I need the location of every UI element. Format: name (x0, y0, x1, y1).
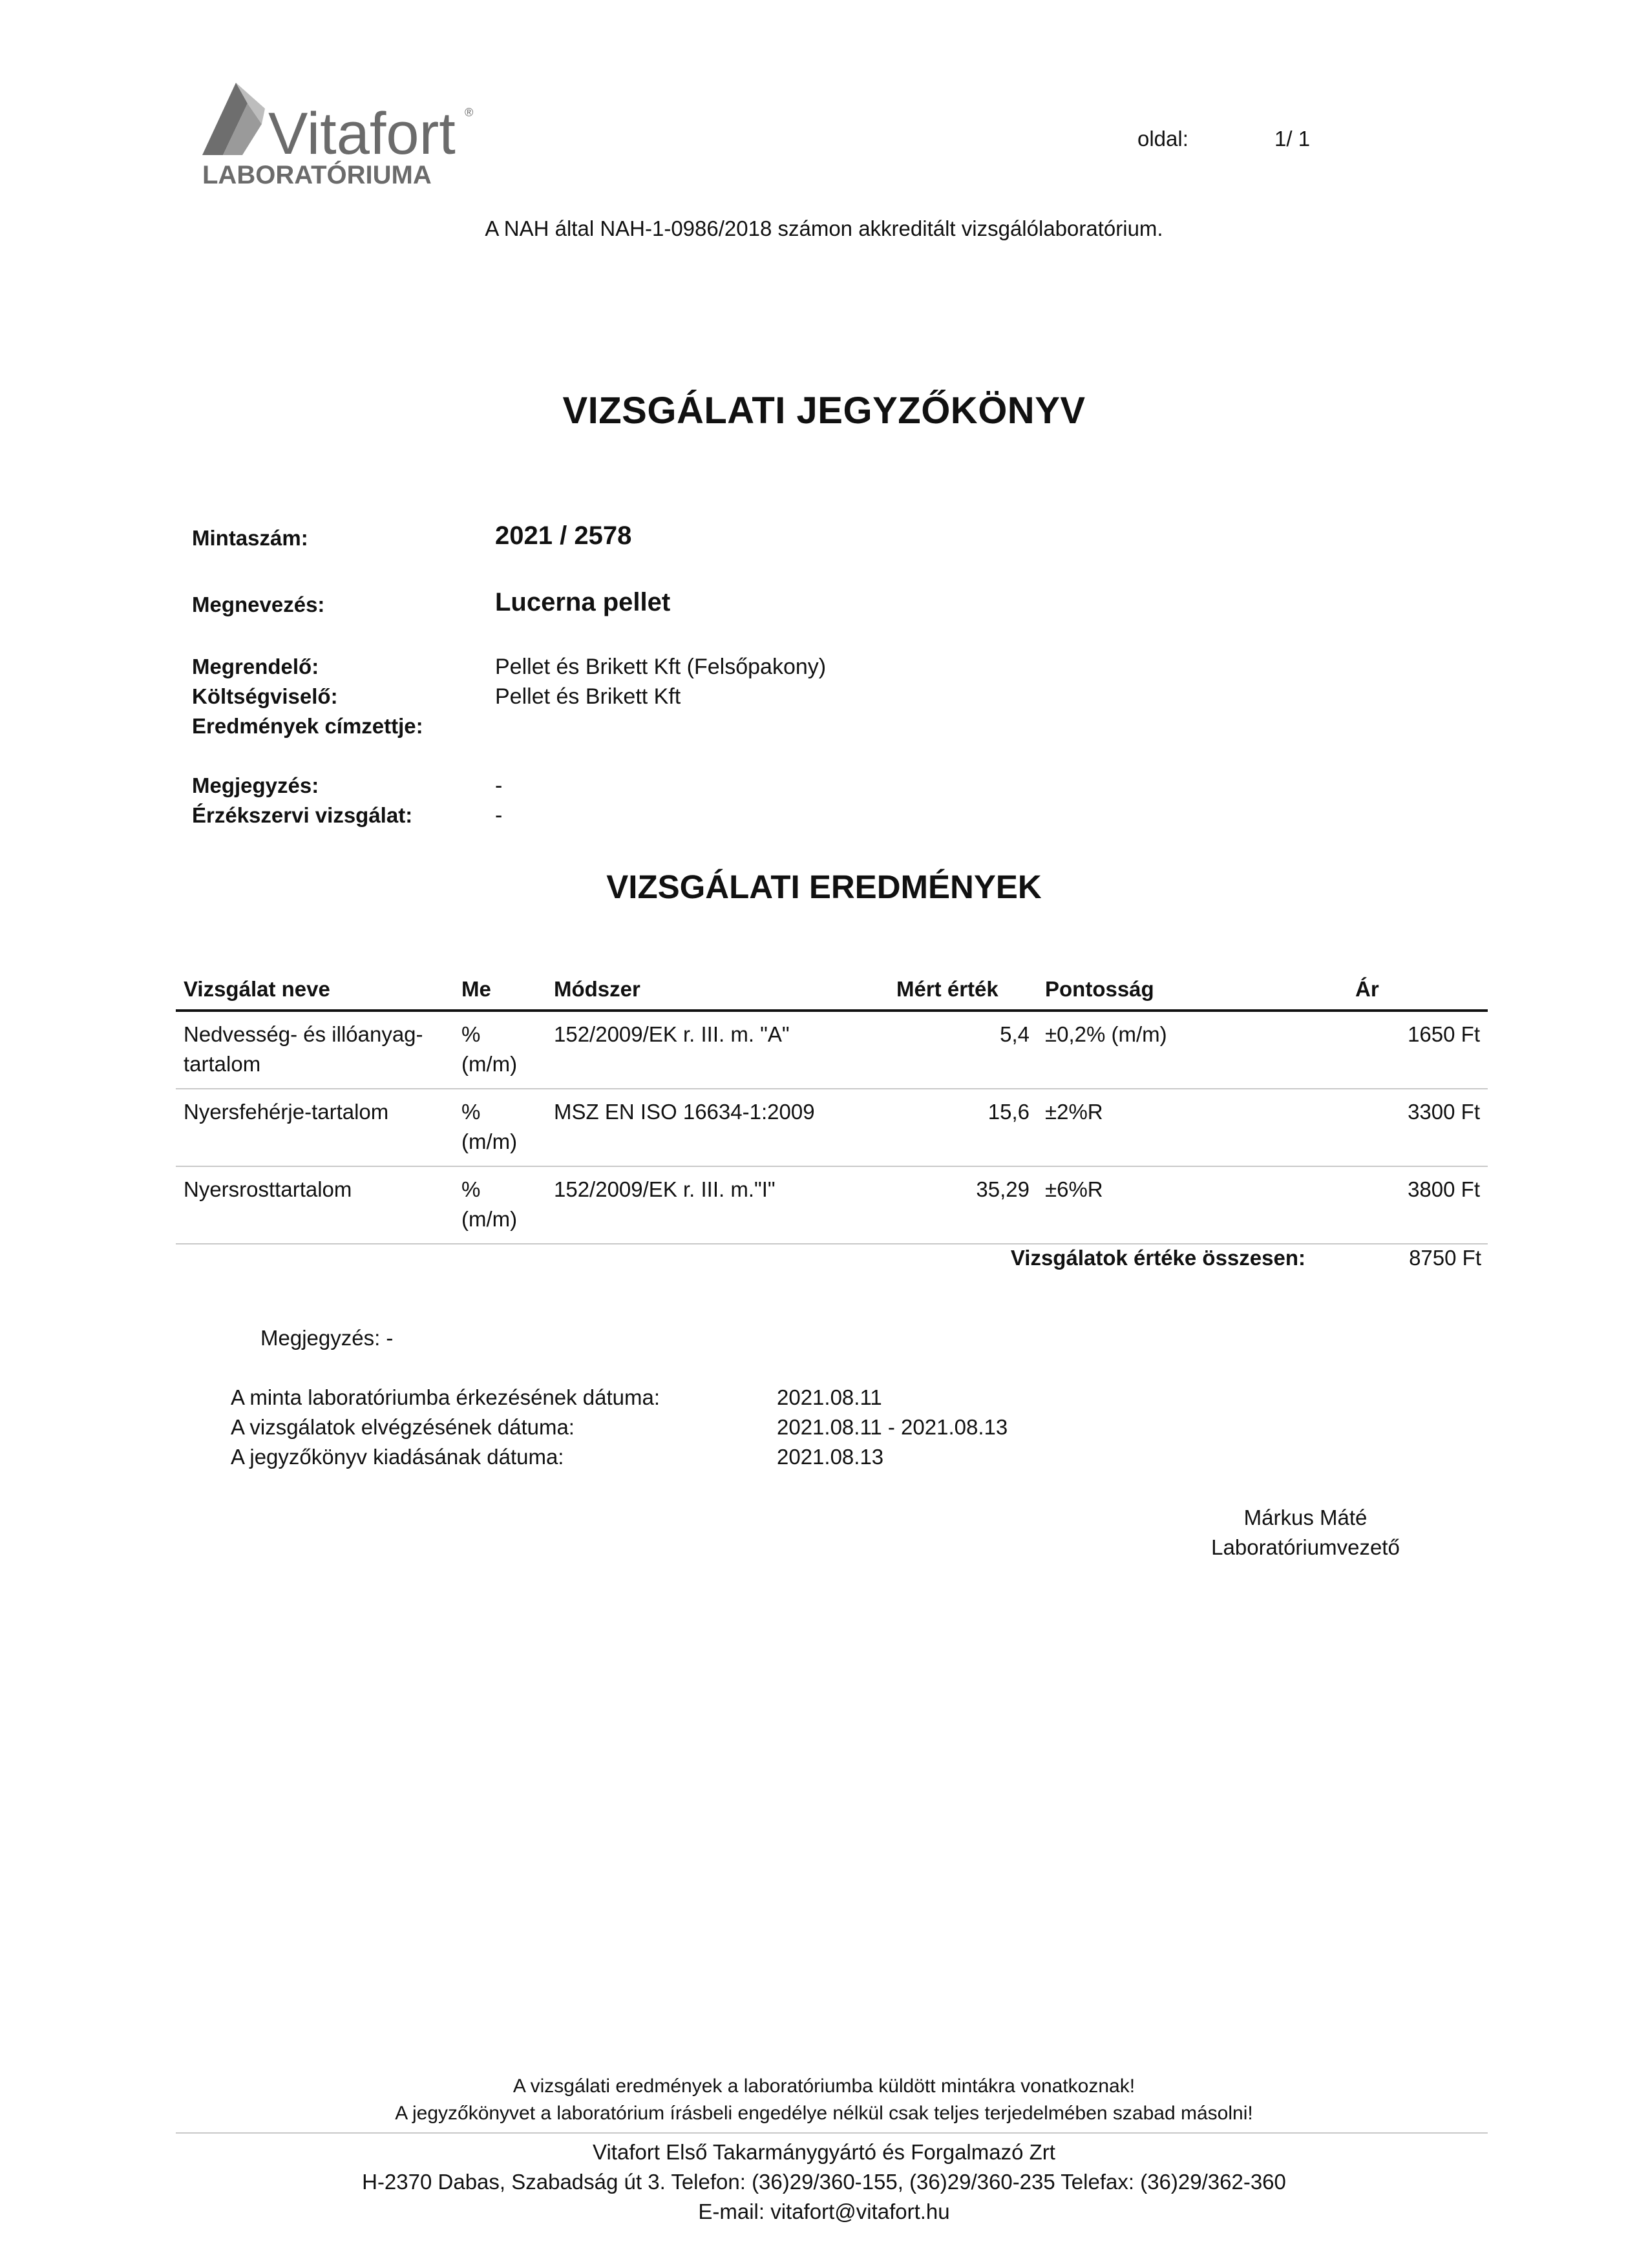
logo-registered: ® (465, 106, 474, 119)
results-title: VIZSGÁLATI EREDMÉNYEK (606, 868, 1042, 905)
cell-precision: ±6%R (1037, 1166, 1347, 1244)
page-label: oldal: (1137, 127, 1188, 151)
logo-name: Vitafort (268, 101, 456, 167)
cell-method: 152/2009/EK r. III. m."I" (546, 1166, 889, 1244)
table-row (176, 1089, 1488, 1166)
cell-precision: ±2%R (1037, 1089, 1347, 1166)
name-label: Megnevezés: (192, 593, 325, 616)
issue-date-label: A jegyzőkönyv kiadásának dátuma: (231, 1445, 564, 1469)
tests-date-label: A vizsgálatok elvégzésének dátuma: (231, 1415, 575, 1439)
col-header-price: Ár (1347, 969, 1488, 1011)
cell-price: 1650 Ft (1347, 1011, 1488, 1089)
client-value: Pellet és Brikett Kft (Felsőpakony) (495, 655, 827, 679)
cell-unit: % (m/m) (454, 1089, 546, 1166)
results-remark: Megjegyzés: - (260, 1326, 394, 1350)
total-label: Vizsgálatok értéke összesen: (1010, 1246, 1305, 1270)
footer-email: E-mail: vitafort@vitafort.hu (698, 2200, 950, 2223)
issue-date: 2021.08.13 (777, 1445, 884, 1469)
cell-price: 3800 Ft (1347, 1166, 1488, 1244)
footer-company: Vitafort Első Takarmánygyártó és Forgalmazó Zrt (593, 2140, 1055, 2164)
table-row (176, 1011, 1488, 1089)
accreditation-note: A NAH által NAH-1-0986/2018 számon akkreditált vizsgálólaboratórium. (485, 216, 1163, 240)
remark-label: Megjegyzés: (192, 773, 319, 797)
cell-method: 152/2009/EK r. III. m. "A" (546, 1011, 889, 1089)
client-label: Megrendelő: (192, 655, 319, 678)
sensory-label: Érzékszervi vizsgálat: (192, 803, 413, 827)
vitafort-logo-icon (197, 78, 481, 191)
cell-value: 5,4 (889, 1011, 1037, 1089)
cell-precision: ±0,2% (m/m) (1037, 1011, 1347, 1089)
cell-value: 35,29 (889, 1166, 1037, 1244)
document-title: VIZSGÁLATI JEGYZŐKÖNYV (562, 390, 1086, 432)
tests-date: 2021.08.11 - 2021.08.13 (777, 1415, 1008, 1439)
col-header-method: Módszer (546, 969, 889, 1011)
remark-value: - (495, 773, 503, 798)
col-header-value: Mért érték (889, 969, 1037, 1011)
cell-name: Nedvesség- és illóanyag- tartalom (176, 1011, 454, 1089)
cell-unit: % (m/m) (454, 1011, 546, 1089)
page-number: 1/ 1 (1274, 127, 1311, 151)
cell-method: MSZ EN ISO 16634-1:2009 (546, 1089, 889, 1166)
signatory-name: Márkus Máté (1243, 1506, 1368, 1529)
vitafort-logo (197, 78, 481, 191)
signatory-role: Laboratóriumvezető (1211, 1535, 1400, 1559)
arrival-date-label: A minta laboratóriumba érkezésének dátuma: (231, 1385, 660, 1409)
col-header-precision: Pontosság (1037, 969, 1347, 1011)
sample-number: 2021 / 2578 (495, 521, 632, 550)
col-header-name: Vizsgálat neve (176, 969, 454, 1011)
payer-label: Költségviselő: (192, 684, 338, 708)
footer-disclaimer-2: A jegyzőkönyvet a laboratórium írásbeli engedélye nélkül csak teljes terjedelmében szabad másolni! (395, 2103, 1253, 2124)
col-header-unit: Me (454, 969, 546, 1011)
cell-name: Nyersrosttartalom (176, 1166, 454, 1244)
results-table (176, 969, 1488, 1244)
footer-divider (176, 2132, 1488, 2134)
total-value: 8750 Ft (1409, 1246, 1481, 1270)
payer-value: Pellet és Brikett Kft (495, 684, 681, 709)
arrival-date: 2021.08.11 (777, 1385, 882, 1409)
cell-unit: % (m/m) (454, 1166, 546, 1244)
sample-number-label: Mintaszám: (192, 526, 308, 550)
cell-value: 15,6 (889, 1089, 1037, 1166)
footer-address: H-2370 Dabas, Szabadság út 3. Telefon: (36)29/360-155, (36)29/360-235 Telefax: (36)29/362-360 (362, 2170, 1286, 2194)
sensory-value: - (495, 803, 503, 828)
cell-name: Nyersfehérje-tartalom (176, 1089, 454, 1166)
logo-subtitle: LABORATÓRIUMA (202, 161, 432, 189)
footer-disclaimer-1: A vizsgálati eredmények a laboratóriumba küldött mintákra vonatkoznak! (512, 2075, 1136, 2097)
cell-price: 3300 Ft (1347, 1089, 1488, 1166)
recipient-label: Eredmények címzettje: (192, 714, 423, 738)
sample-name: Lucerna pellet (495, 588, 671, 616)
table-row (176, 1166, 1488, 1244)
table-header-row (176, 969, 1488, 1011)
